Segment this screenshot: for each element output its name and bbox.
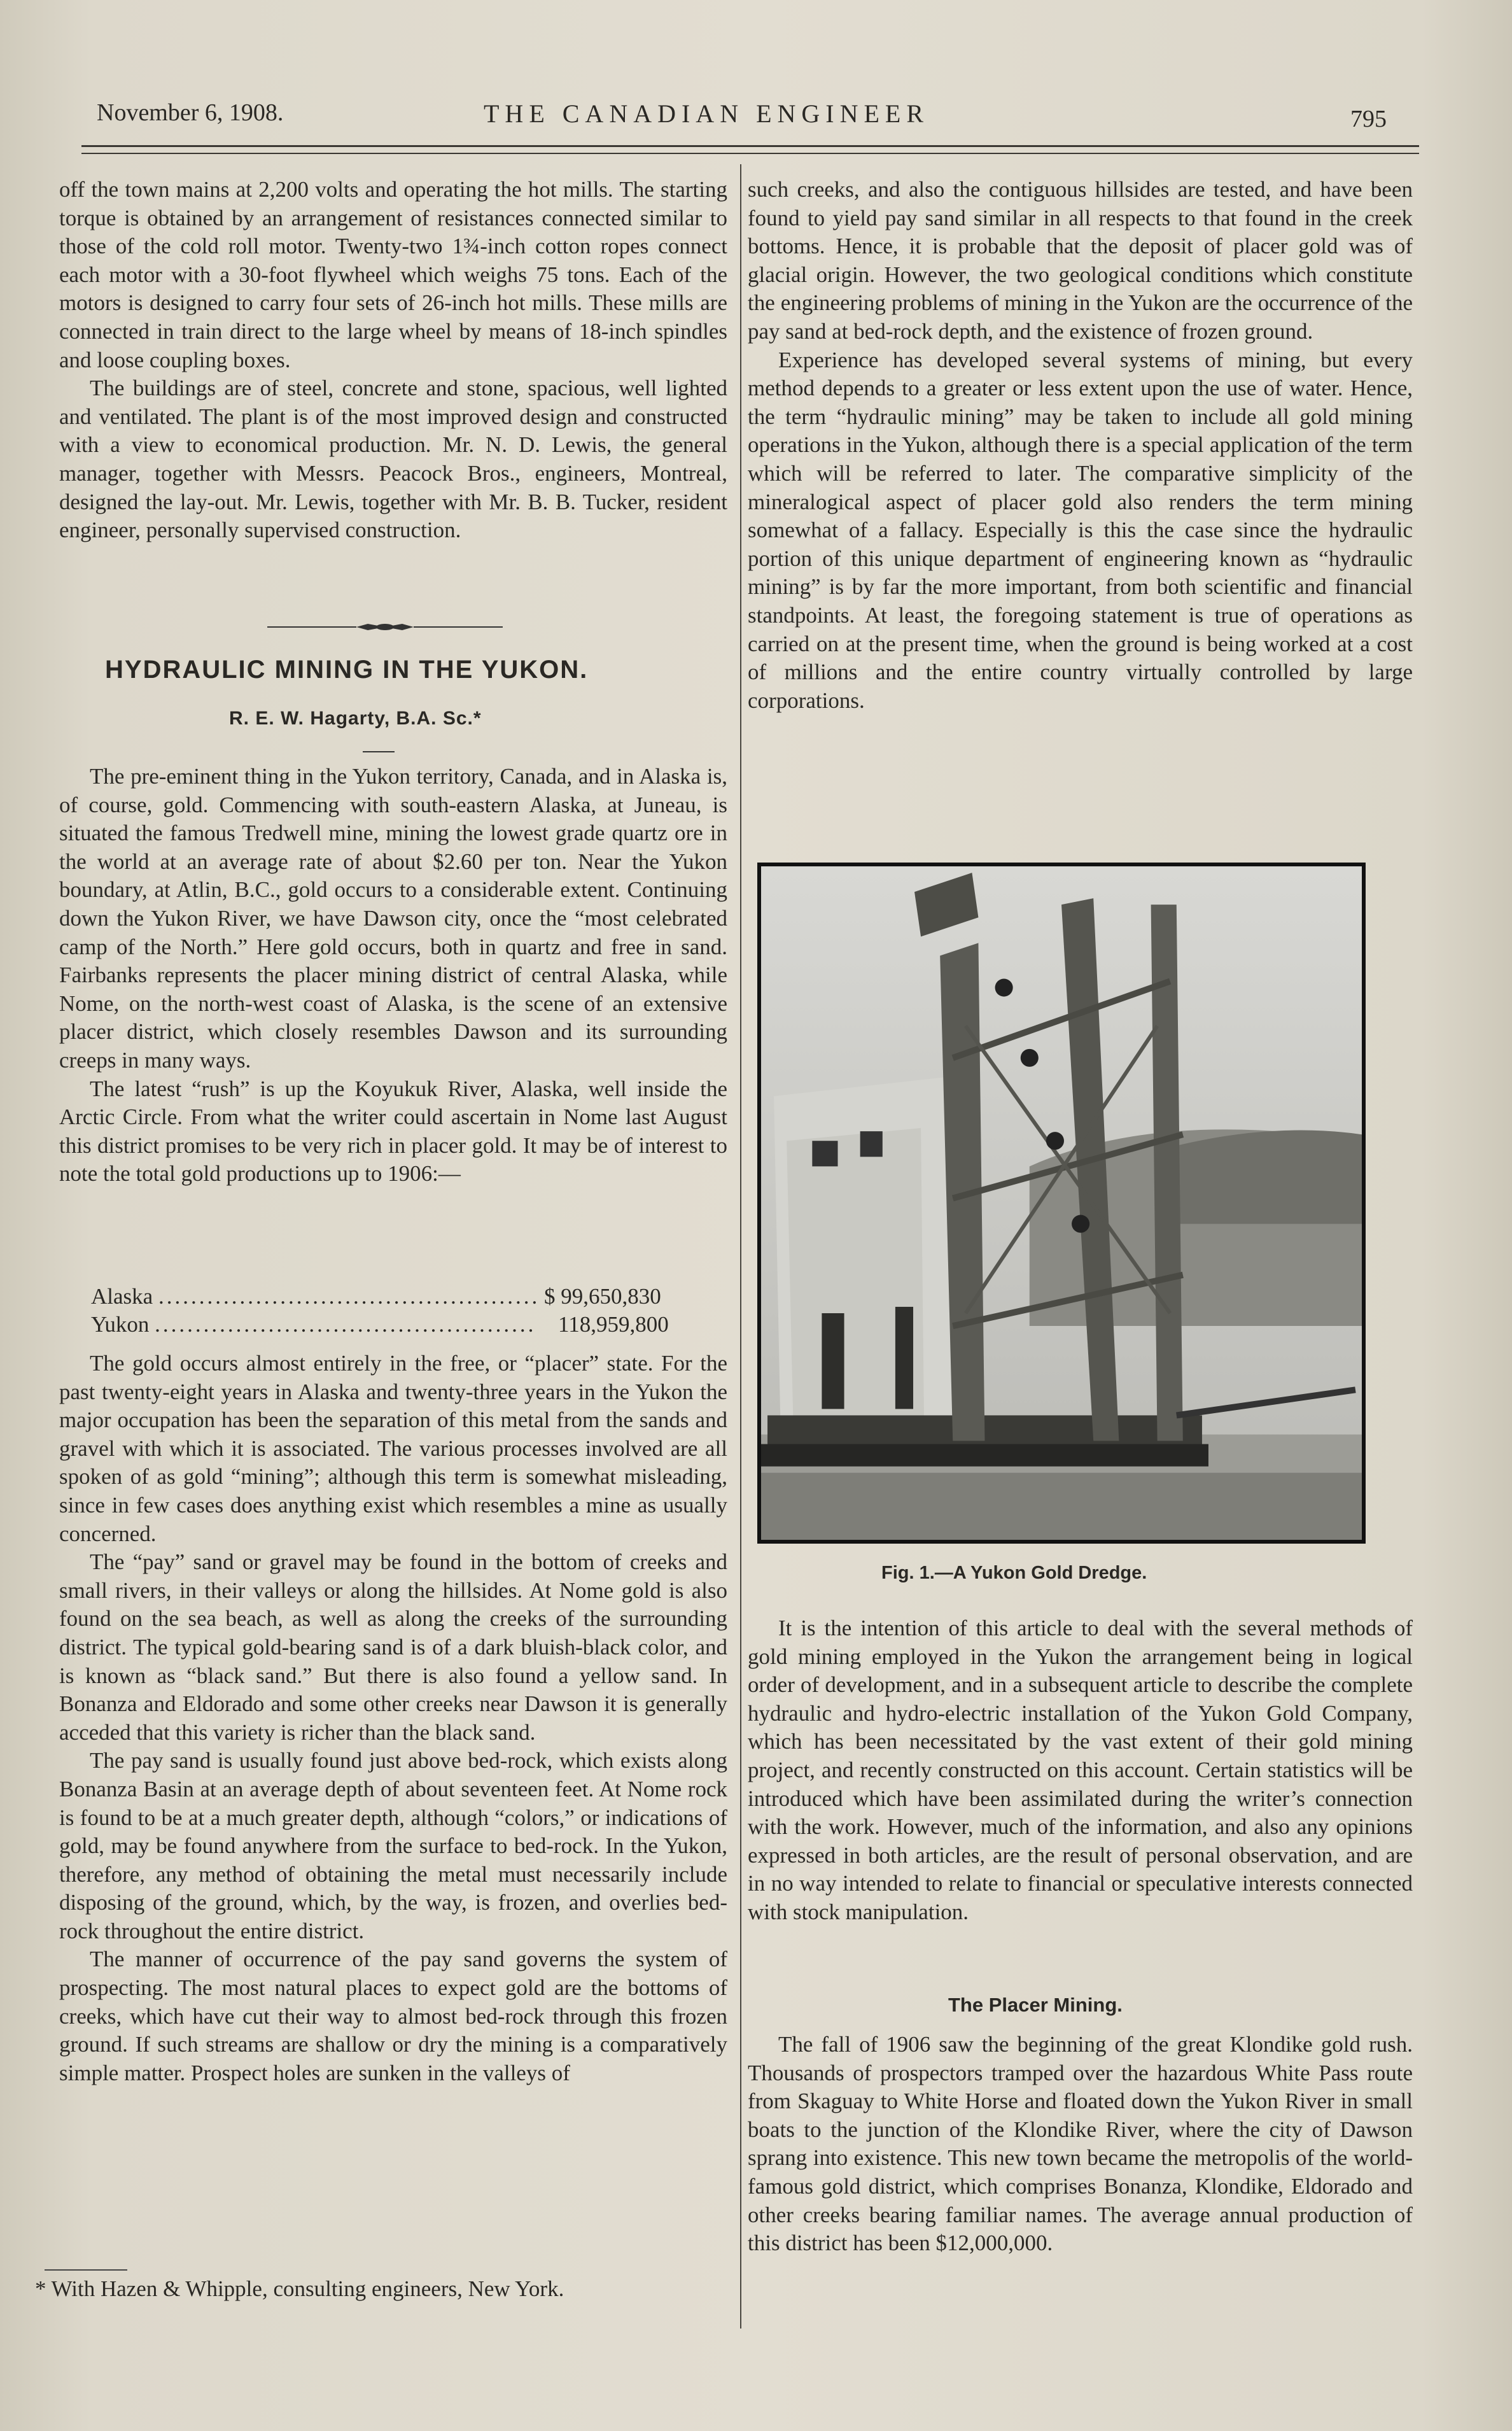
placer-mining-section — [748, 2031, 1413, 2258]
paragraph: The manner of occurrence of the pay sand governs the system of prospecting. The most natural places to expect gold are the bottoms of creeks, which have cut their way to almost bed-rock through this frozen ground. If such streams are shallow or dry the mining is a comparatively simple matter. Prospect holes are sunken in the valleys of — [59, 1947, 727, 2085]
paragraph: The gold occurs almost entirely in the free, or “placer” state. For the past twenty-eight years in Alaska and twenty-three years in the Yukon the major occupation has been the separation of this metal from the sands and gravel with which it is associated. The various processes involved are all spoken of as gold “mining”; although this term is somewhat misleading, since in few cases does anything exist which resembles a mine as usually concerned. — [59, 1351, 727, 1546]
row-value: $ 99,650,830 — [544, 1284, 661, 1309]
article-intent — [748, 1614, 1413, 1927]
paragraph: such creeks, and also the contiguous hillsides are tested, and have been found to yield pay sand similar in all respects to that found in the creek bottoms. Hence, it is probable that the deposit of placer gold was of glacial origin. However, the two geological conditions which constitute the engineering problems of mining in the Yukon are the occurrence of the pay sand at bed-rock depth, and the existence of frozen ground. — [748, 177, 1413, 344]
article-body — [59, 1349, 727, 2087]
paragraph: It is the intention of this article to deal with the several methods of gold mining employed in the Yukon the arrangement being in logical order of development, and in a subsequent article to describe the complete hydraulic and hydro-electric installation of the Yukon Gold Company, which has been necessitated by the vast extent of their gold mining project, and recently constructed on this account. Certain statistics will be introduced which have been assimilated during the writer’s connection with the work. However, much of the information, and also any opinions expressed in both articles, are the result of personal observation, and are in no way intended to relate to financial or speculative interests connected with stock manipulation. — [748, 1616, 1413, 1924]
column-divider — [740, 164, 741, 2329]
dredge-photograph — [757, 863, 1366, 1544]
article-title: HYDRAULIC MINING IN THE YUKON. — [105, 656, 589, 684]
article-continuation — [748, 176, 1413, 715]
paragraph: Experience has developed several systems of mining, but every method depends to a greater or less extent upon the use of water. Hence, the term “hydraulic mining” may be taken to include all gold mining operations in the Yukon, although there is a special application of the term which will be referred to later. The comparative simplicity of the mineralogical aspect of placer gold also renders the term mining somewhat of a fallacy. Especially is this the case since the hydraulic portion of this unique department of engineering known as “hydraulic mining” is by far the more important, from both scientific and financial standpoints. At least, the foregoing statement is true of operations as carried on at the present time, when the ground is being worked at a cost of millions and the entire country virtually controlled by large corporations. — [748, 347, 1413, 713]
footnote-rule — [45, 2269, 127, 2271]
article-intro — [59, 763, 727, 1188]
author-rule — [363, 751, 395, 752]
figure-caption: Fig. 1.—A Yukon Gold Dredge. — [881, 1563, 1147, 1583]
paragraph: The fall of 1906 saw the beginning of the great Klondike gold rush. Thousands of prospectors tramped over the hazardous White Pass route from Skaguay to White Horse and floated down the Yukon River in small boats to the junction of the Klondike River, where the city of Dawson sprang into existence. This new town became the metropolis of the world-famous gold district, which comprises Bonanza, Klondike, Eldorado and other creeks bearing familiar names. The average annual production of this district has been $12,000,000. — [748, 2032, 1413, 2256]
paragraph: off the town mains at 2,200 volts and operating the hot mills. The starting torque is obtained by an arrangement of resistances connected similar to those of the cold roll motor. Twenty-two 1¾-inch cotton ropes connect each motor with a 30-foot flywheel which weighs 75 tons. Each of the motors is designed to carry four sets of 26-inch hot mills. These mills are connected in train direct to the large wheel by means of 18-inch spindles and loose coupling boxes. — [59, 177, 727, 372]
paragraph: The “pay” sand or gravel may be found in the bottom of creeks and small rivers, in their valleys or along the hillsides. At Nome gold is also found on the sea beach, as well as along the creeks of the surrounding district. The typical gold-bearing sand is of a dark bluish-black color, and is known as “black sand.” But there is also found a yellow sand. In Bonanza and Eldorado and some other creeks near Dawson it is generally acceded that this variety is richer than the black sand. — [59, 1549, 727, 1745]
table-row: Alaska ............................................... $ 99,650,830 — [91, 1283, 671, 1311]
journal-title: THE CANADIAN ENGINEER — [484, 99, 930, 128]
article-author: R. E. W. Hagarty, B.A. Sc.* — [229, 708, 482, 729]
issue-date: November 6, 1908. — [97, 99, 284, 126]
row-label: Yukon — [91, 1312, 150, 1337]
paragraph: The latest “rush” is up the Koyukuk River, Alaska, well inside the Arctic Circle. From what the writer could ascertain in Nome last August this district promises to be very rich in placer gold. It may be of interest to note the total gold productions up to 1906:— — [59, 1076, 727, 1187]
table-row: Yukon ............................................... 118,959,800 — [91, 1311, 671, 1339]
header-rule-top — [81, 145, 1419, 147]
page-number: 795 — [1350, 106, 1387, 132]
header-rule-bottom — [81, 153, 1419, 154]
row-value: 118,959,800 — [558, 1312, 669, 1337]
continued-article — [59, 176, 727, 545]
footnote: * With Hazen & Whipple, consulting engineers, New York. — [35, 2276, 564, 2301]
gold-production-table — [91, 1283, 671, 1339]
section-ornament — [267, 623, 503, 631]
paragraph: The pay sand is usually found just above bed-rock, which exists along Bonanza Basin at an average depth of about seventeen feet. At Nome rock is found to be at a much greater depth, although “colors,” or indications of gold, may be found anywhere from the surface to bed-rock. In the Yukon, therefore, any method of obtaining the metal must necessarily include disposing of the ground, which, by the way, is frozen, and overlies bed-rock throughout the entire district. — [59, 1748, 727, 1943]
paragraph: The pre-eminent thing in the Yukon territory, Canada, and in Alaska is, of course, gold. Commencing with south-eastern Alaska, at Juneau, is situated the famous Tredwell mine, mining the lowest grade quartz ore in the world at an average rate of about $2.60 per ton. Near the Yukon boundary, at Atlin, B.C., gold occurs to a considerable extent. Continuing down the Yukon River, we have Dawson city, once the “most celebrated camp of the North.” Here gold occurs, both in quartz and free in sand. Fairbanks represents the placer mining district of central Alaska, while Nome, on the north-west coast of Alaska, is the scene of an extensive placer district, which closely resembles Dawson and its surrounding creeps in many ways. — [59, 764, 727, 1073]
dredge-illustration — [761, 866, 1362, 1540]
row-label: Alaska — [91, 1284, 153, 1309]
section-subheading: The Placer Mining. — [948, 1994, 1123, 2016]
paragraph: The buildings are of steel, concrete and stone, spacious, well lighted and ventilated. The plant is of the most improved design and constructed with a view to economical production. Mr. N. D. Lewis, the general manager, together with Messrs. Peacock Bros., engineers, Montreal, designed the lay-out. Mr. Lewis, together with Mr. B. B. Tucker, resident engineer, personally supervised construction. — [59, 376, 727, 543]
